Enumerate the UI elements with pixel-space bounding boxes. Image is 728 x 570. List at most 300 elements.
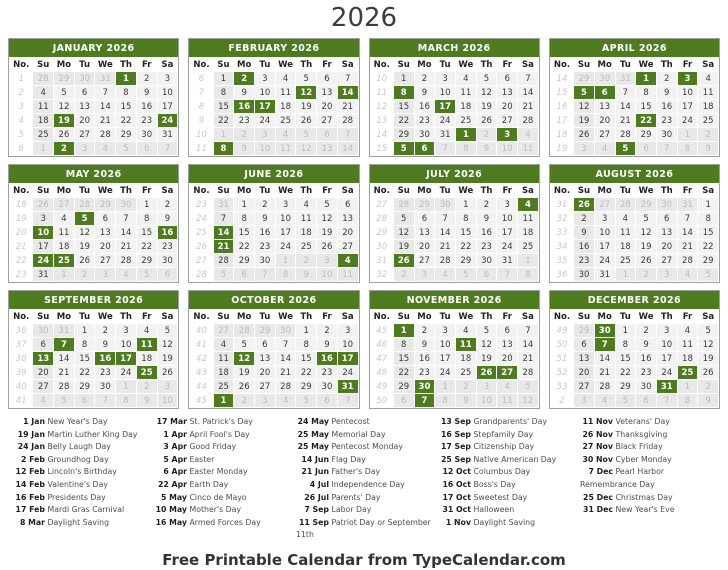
- weekday-header: Fr: [682, 60, 693, 70]
- holiday-date: 13 Sep: [440, 417, 471, 426]
- week-number-header: No.: [193, 312, 210, 322]
- week-row: [10, 324, 177, 337]
- holiday-date: 7 Sep: [304, 505, 329, 515]
- holiday-name: Flag Day: [329, 454, 366, 464]
- day-cell: 11: [678, 338, 698, 351]
- holiday-item: [438, 454, 574, 467]
- holiday-column: [580, 416, 716, 542]
- holiday-date: 19 Jan: [17, 429, 45, 439]
- day-cell: 27: [95, 254, 115, 267]
- day-cell: 28: [678, 254, 698, 267]
- holiday-date: 22 Apr: [157, 479, 187, 489]
- holiday-item: [12, 416, 148, 429]
- day-cell: 10: [158, 86, 178, 99]
- holiday-date: 6 Apr: [163, 467, 187, 477]
- holiday-name: Groundhog Day: [45, 454, 109, 464]
- day-cell: 16: [574, 240, 594, 253]
- day-cell: 12: [158, 338, 178, 351]
- weekday-header: Sa: [521, 312, 534, 322]
- month-card: [369, 290, 540, 409]
- day-cell: 4: [456, 72, 476, 85]
- week-number: 28: [371, 212, 393, 225]
- day-cell: 2: [415, 72, 435, 85]
- week-number: 30: [371, 240, 393, 253]
- day-cell: 7: [497, 268, 517, 281]
- day-cell: 2: [477, 128, 497, 141]
- day-cell: 18: [616, 240, 636, 253]
- day-cell: 27: [415, 254, 435, 267]
- month-header: NOVEMBER 2026: [370, 291, 539, 309]
- day-cell: 9: [456, 394, 476, 407]
- holiday-name: Memorial Day: [329, 429, 386, 439]
- holiday-day-cell: 5: [75, 212, 95, 225]
- day-cell: 2: [698, 380, 718, 393]
- day-cell: 11: [338, 268, 358, 281]
- week-number: 8: [190, 100, 212, 113]
- day-cell: 6: [636, 394, 656, 407]
- day-cell: 30: [75, 72, 95, 85]
- week-number: 10: [190, 128, 212, 141]
- day-cell: 19: [636, 240, 656, 253]
- day-cell: 27: [317, 114, 337, 127]
- holiday-name: Grandparents' Day: [471, 417, 548, 426]
- holiday-name: Mother's Day: [187, 505, 242, 515]
- holiday-day-cell: 16: [95, 352, 115, 365]
- holiday-day-cell: 2: [54, 142, 74, 155]
- day-cell: 6: [317, 72, 337, 85]
- day-cell: 9: [317, 338, 337, 351]
- day-cell: 4: [137, 324, 157, 337]
- month-table: [189, 57, 358, 156]
- week-number: 10: [371, 72, 393, 85]
- holiday-day-cell: 7: [595, 338, 615, 351]
- day-cell: 10: [116, 338, 136, 351]
- day-cell: 19: [75, 240, 95, 253]
- holiday-day-cell: 6: [595, 86, 615, 99]
- week-number: 29: [371, 226, 393, 239]
- day-cell: 1: [54, 268, 74, 281]
- week-number: 22: [10, 254, 32, 267]
- holiday-date: 5 May: [160, 492, 187, 502]
- week-row: [551, 338, 718, 351]
- day-cell: 22: [214, 114, 234, 127]
- holiday-day-cell: 12: [234, 352, 254, 365]
- day-cell: 17: [497, 226, 517, 239]
- day-cell: 28: [595, 380, 615, 393]
- day-cell: 27: [214, 324, 234, 337]
- day-cell: 27: [574, 380, 594, 393]
- day-cell: 6: [75, 86, 95, 99]
- holiday-day-cell: 4: [338, 254, 358, 267]
- holiday-date: 16 Feb: [15, 492, 45, 502]
- weekday-header: Mo: [237, 60, 252, 70]
- week-row: [551, 86, 718, 99]
- day-cell: 21: [338, 100, 358, 113]
- day-cell: 1: [394, 72, 414, 85]
- holiday-date: 8 Mar: [19, 517, 45, 527]
- day-cell: 15: [616, 352, 636, 365]
- day-cell: 8: [518, 268, 538, 281]
- day-cell: 4: [595, 142, 615, 155]
- holiday-date: 17 Oct: [442, 492, 471, 502]
- month-card: [8, 164, 179, 283]
- holiday-name: Easter: [187, 454, 215, 464]
- day-cell: 4: [678, 324, 698, 337]
- week-row: [190, 338, 357, 351]
- week-row: [10, 114, 177, 127]
- week-row: [551, 100, 718, 113]
- day-cell: 17: [435, 352, 455, 365]
- day-cell: 30: [657, 198, 677, 211]
- day-cell: 23: [657, 114, 677, 127]
- day-cell: 28: [214, 254, 234, 267]
- week-number: 19: [10, 212, 32, 225]
- week-row: [190, 128, 357, 141]
- day-cell: 31: [678, 198, 698, 211]
- day-cell: 13: [657, 226, 677, 239]
- day-cell: 8: [394, 338, 414, 351]
- holiday-name: Earth Day: [187, 479, 229, 489]
- holiday-day-cell: 2: [234, 72, 254, 85]
- day-cell: 16: [477, 226, 497, 239]
- day-cell: 18: [137, 352, 157, 365]
- day-cell: 7: [518, 72, 538, 85]
- day-cell: 21: [435, 240, 455, 253]
- day-cell: 7: [214, 212, 234, 225]
- day-cell: 15: [116, 100, 136, 113]
- holiday-date: 30 Nov: [582, 454, 613, 464]
- day-cell: 26: [33, 198, 53, 211]
- week-row: [371, 254, 538, 267]
- day-cell: 25: [456, 366, 476, 379]
- day-cell: 3: [477, 380, 497, 393]
- day-cell: 7: [678, 212, 698, 225]
- day-cell: 7: [95, 86, 115, 99]
- holiday-name: Cyber Monday: [613, 454, 672, 464]
- holiday-name: Halloween: [471, 505, 515, 515]
- day-cell: 3: [338, 324, 358, 337]
- week-number: 31: [371, 254, 393, 267]
- week-number-header: No.: [13, 186, 30, 196]
- day-cell: 6: [477, 268, 497, 281]
- week-row: [10, 254, 177, 267]
- day-cell: 28: [75, 198, 95, 211]
- day-cell: 25: [276, 114, 296, 127]
- day-cell: 9: [234, 142, 254, 155]
- week-row: [10, 366, 177, 379]
- day-cell: 21: [616, 114, 636, 127]
- weekday-header: Mo: [417, 186, 432, 196]
- week-number: 1: [10, 72, 32, 85]
- day-cell: 4: [595, 394, 615, 407]
- day-cell: 23: [477, 240, 497, 253]
- day-cell: 11: [276, 86, 296, 99]
- day-cell: 22: [394, 114, 414, 127]
- holiday-name: Labor Day: [329, 505, 372, 515]
- weekday-header: Sa: [341, 312, 354, 322]
- day-cell: 11: [54, 226, 74, 239]
- week-row: [190, 226, 357, 239]
- day-cell: 1: [33, 142, 53, 155]
- weekday-header: Sa: [521, 60, 534, 70]
- day-cell: 4: [95, 142, 115, 155]
- holiday-item: [580, 429, 716, 442]
- holiday-day-cell: 7: [54, 338, 74, 351]
- day-cell: 26: [75, 254, 95, 267]
- weekday-header: Su: [37, 60, 50, 70]
- day-cell: 14: [116, 226, 136, 239]
- day-cell: 3: [435, 324, 455, 337]
- week-number: 3: [10, 100, 32, 113]
- holiday-day-cell: 13: [33, 352, 53, 365]
- holiday-item: [296, 479, 432, 492]
- week-number: 16: [551, 100, 573, 113]
- day-cell: 10: [497, 142, 517, 155]
- month-table: [189, 183, 358, 282]
- day-cell: 30: [435, 198, 455, 211]
- day-cell: 24: [276, 240, 296, 253]
- month-table: [370, 309, 539, 408]
- weekday-header: Tu: [619, 60, 631, 70]
- week-number: 47: [371, 352, 393, 365]
- day-cell: 8: [636, 86, 656, 99]
- day-cell: 9: [574, 226, 594, 239]
- day-cell: 8: [678, 142, 698, 155]
- day-cell: 18: [456, 100, 476, 113]
- day-cell: 17: [33, 240, 53, 253]
- day-cell: 17: [276, 226, 296, 239]
- day-cell: 29: [54, 72, 74, 85]
- month-table: [550, 309, 719, 408]
- day-cell: 15: [394, 352, 414, 365]
- month-card: [369, 164, 540, 283]
- day-cell: 1: [698, 198, 718, 211]
- day-cell: 6: [497, 72, 517, 85]
- day-cell: 17: [678, 100, 698, 113]
- day-cell: 9: [234, 86, 254, 99]
- day-cell: 7: [338, 72, 358, 85]
- week-number: 18: [10, 198, 32, 211]
- day-cell: 13: [75, 100, 95, 113]
- month-table: [370, 57, 539, 156]
- week-row: [10, 226, 177, 239]
- weekday-header: Mo: [237, 312, 252, 322]
- day-cell: 5: [317, 198, 337, 211]
- week-row: [371, 366, 538, 379]
- holiday-item: [438, 441, 574, 454]
- day-cell: 22: [75, 366, 95, 379]
- holiday-name: Pentecost: [329, 417, 370, 426]
- holiday-item: [438, 416, 574, 429]
- weekday-header: We: [278, 312, 293, 322]
- day-cell: 14: [276, 352, 296, 365]
- day-cell: 11: [518, 212, 538, 225]
- holiday-item: [154, 517, 290, 530]
- weekday-header: Th: [300, 186, 313, 196]
- week-row: [371, 114, 538, 127]
- day-cell: 15: [394, 100, 414, 113]
- day-cell: 21: [678, 240, 698, 253]
- day-cell: 27: [657, 254, 677, 267]
- week-row: [551, 72, 718, 85]
- week-row: [551, 198, 718, 211]
- holiday-day-cell: 24: [33, 254, 53, 267]
- day-cell: 22: [456, 240, 476, 253]
- holiday-item: [154, 429, 290, 442]
- day-cell: 30: [276, 324, 296, 337]
- weekday-header: Tu: [79, 60, 91, 70]
- day-cell: 14: [595, 352, 615, 365]
- day-cell: 3: [33, 212, 53, 225]
- day-cell: 23: [415, 114, 435, 127]
- holiday-day-cell: 22: [636, 114, 656, 127]
- day-cell: 2: [234, 128, 254, 141]
- day-cell: 18: [214, 366, 234, 379]
- day-cell: 30: [595, 72, 615, 85]
- holiday-item: [438, 429, 574, 442]
- weekday-header: Mo: [597, 312, 612, 322]
- day-cell: 7: [338, 128, 358, 141]
- day-cell: 29: [296, 380, 316, 393]
- day-cell: 4: [698, 72, 718, 85]
- week-row: [551, 114, 718, 127]
- holiday-date: 1 Nov: [445, 517, 471, 527]
- day-cell: 5: [518, 380, 538, 393]
- holiday-item: [580, 492, 716, 505]
- month-header: SEPTEMBER 2026: [9, 291, 178, 309]
- day-cell: 2: [95, 324, 115, 337]
- day-cell: 5: [54, 86, 74, 99]
- week-number: 31: [551, 198, 573, 211]
- week-number: 27: [371, 198, 393, 211]
- day-cell: 2: [234, 394, 254, 407]
- day-cell: 3: [158, 380, 178, 393]
- day-cell: 1: [234, 198, 254, 211]
- week-number: 14: [371, 128, 393, 141]
- holiday-name: Independence Day: [329, 479, 405, 489]
- holiday-name: Native American Day: [471, 454, 557, 464]
- weekday-header: Tu: [259, 60, 271, 70]
- day-cell: 26: [234, 380, 254, 393]
- weekday-header: Su: [397, 312, 410, 322]
- day-cell: 30: [317, 380, 337, 393]
- weekday-header: Su: [217, 312, 230, 322]
- holiday-date: 4 Jul: [309, 479, 329, 489]
- holiday-item: [438, 479, 574, 492]
- holiday-name: Cinco de Mayo: [187, 492, 247, 502]
- day-cell: 8: [296, 338, 316, 351]
- holiday-name: Valentine's Day: [45, 479, 108, 489]
- day-cell: 1: [456, 198, 476, 211]
- months-grid: [0, 38, 728, 409]
- weekday-header: Sa: [702, 60, 715, 70]
- day-cell: 1: [435, 380, 455, 393]
- month-header: MARCH 2026: [370, 39, 539, 57]
- week-number-header: No.: [193, 186, 210, 196]
- week-number: 34: [551, 240, 573, 253]
- day-cell: 5: [698, 324, 718, 337]
- week-number: 40: [190, 324, 212, 337]
- week-number: 32: [371, 268, 393, 281]
- day-cell: 7: [95, 394, 115, 407]
- week-row: [190, 142, 357, 155]
- holiday-date: 25 Sep: [440, 454, 471, 464]
- week-row: [10, 338, 177, 351]
- day-cell: 10: [657, 338, 677, 351]
- day-cell: 16: [657, 100, 677, 113]
- week-row: [190, 212, 357, 225]
- week-row: [190, 380, 357, 393]
- holiday-day-cell: 16: [234, 100, 254, 113]
- holiday-date: 3 Apr: [163, 442, 187, 452]
- day-cell: 16: [415, 352, 435, 365]
- day-cell: 5: [456, 268, 476, 281]
- weekday-header: Su: [577, 60, 591, 70]
- holiday-item: [438, 492, 574, 505]
- day-cell: 10: [276, 212, 296, 225]
- week-number: 12: [371, 100, 393, 113]
- day-cell: 6: [574, 338, 594, 351]
- week-number: 46: [371, 338, 393, 351]
- holiday-item: [296, 517, 432, 542]
- day-cell: 15: [456, 226, 476, 239]
- holiday-day-cell: 11: [456, 338, 476, 351]
- day-cell: 2: [657, 72, 677, 85]
- holiday-day-cell: 17: [255, 100, 275, 113]
- day-cell: 5: [296, 394, 316, 407]
- weekday-header: Su: [577, 186, 591, 196]
- day-cell: 5: [477, 324, 497, 337]
- day-cell: 6: [338, 198, 358, 211]
- week-number: 53: [551, 380, 573, 393]
- weekday-header: Th: [300, 312, 313, 322]
- day-cell: 15: [698, 226, 718, 239]
- weekday-header: Fr: [141, 312, 152, 322]
- week-row: [190, 100, 357, 113]
- day-cell: 15: [296, 352, 316, 365]
- holiday-date: 25 Dec: [583, 492, 613, 502]
- day-cell: 1: [75, 324, 95, 337]
- holiday-item: [296, 454, 432, 467]
- holiday-date: 25 May: [297, 442, 329, 452]
- weekday-header: Sa: [341, 60, 354, 70]
- day-cell: 20: [595, 114, 615, 127]
- day-cell: 21: [595, 366, 615, 379]
- holiday-item: [12, 504, 148, 517]
- day-cell: 29: [394, 128, 414, 141]
- day-cell: 3: [276, 198, 296, 211]
- day-cell: 7: [338, 394, 358, 407]
- holiday-name: Presidents Day: [45, 492, 106, 502]
- holiday-date: 10 May: [155, 505, 187, 515]
- weekday-header: We: [638, 312, 654, 322]
- week-row: [10, 212, 177, 225]
- month-header: FEBRUARY 2026: [189, 39, 358, 57]
- day-cell: 10: [595, 226, 615, 239]
- day-cell: 21: [518, 100, 538, 113]
- holiday-day-cell: 1: [394, 324, 414, 337]
- holiday-name: Martin Luther King Day: [45, 429, 138, 439]
- day-cell: 8: [234, 212, 254, 225]
- weekday-header: Fr: [682, 186, 693, 196]
- holiday-column: [12, 416, 148, 542]
- day-cell: 3: [255, 394, 275, 407]
- day-cell: 2: [296, 254, 316, 267]
- day-cell: 5: [137, 268, 157, 281]
- day-cell: 30: [137, 128, 157, 141]
- month-card: [549, 164, 720, 283]
- day-cell: 21: [116, 240, 136, 253]
